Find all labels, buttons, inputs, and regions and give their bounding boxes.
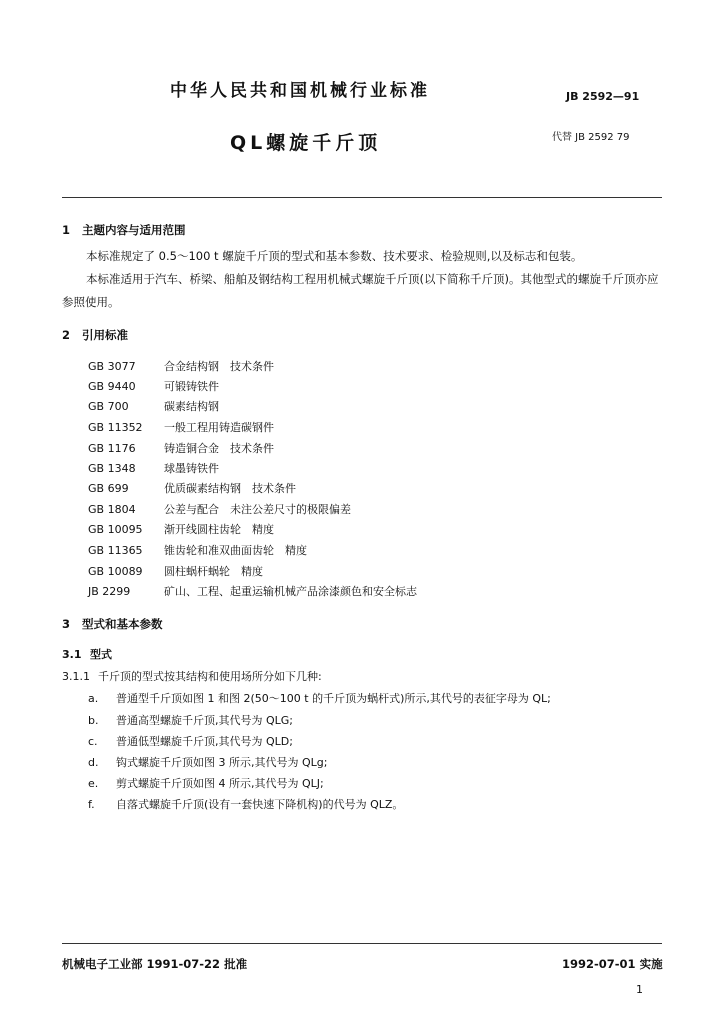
item-text: 普通高型螺旋千斤顶,其代号为 QLG; xyxy=(116,714,294,727)
section-number: 2 xyxy=(62,328,71,342)
reference-title: 一般工程用铸造碳钢件 xyxy=(164,421,274,434)
section-1-heading xyxy=(62,222,186,238)
reference-row xyxy=(88,521,274,541)
reference-row xyxy=(88,398,219,418)
item-text: 钩式螺旋千斤顶如图 3 所示,其代号为 QLg; xyxy=(116,756,328,769)
item-letter: a. xyxy=(88,692,99,705)
reference-row xyxy=(88,583,417,603)
reference-code: GB 1804 xyxy=(88,503,136,516)
reference-title: 铸造铜合金 技术条件 xyxy=(164,442,274,455)
item-text: 普通型千斤顶如图 1 和图 2(50～100 t 的千斤顶为蜗杆式)所示,其代号的表征字母为 QL; xyxy=(116,692,551,705)
list-item xyxy=(88,754,327,770)
reference-code: GB 11352 xyxy=(88,421,143,434)
item-letter: c. xyxy=(88,735,98,748)
section-title: 主题内容与适用范围 xyxy=(82,223,186,237)
standard-number: JB 2592—91 xyxy=(566,90,640,103)
reference-title: 碳素结构钢 xyxy=(164,400,219,413)
reference-row xyxy=(88,501,351,521)
subsection-number: 3.1 xyxy=(62,648,82,661)
item-text: 剪式螺旋千斤顶如图 4 所示,其代号为 QLJ; xyxy=(116,777,324,790)
reference-row xyxy=(88,460,219,480)
page-number: 1 xyxy=(636,983,643,996)
subsection-heading xyxy=(62,646,112,662)
reference-row xyxy=(88,378,219,398)
reference-code: GB 10089 xyxy=(88,565,143,578)
reference-code: GB 9440 xyxy=(88,380,136,393)
reference-code: GB 699 xyxy=(88,482,129,495)
reference-code: GB 11365 xyxy=(88,544,143,557)
replaces-note: 代替 JB 2592 79 xyxy=(552,132,630,143)
reference-title: 公差与配合 未注公差尺寸的极限偏差 xyxy=(164,503,351,516)
list-item xyxy=(88,796,403,812)
standard-organization: 中华人民共和国机械行业标准 xyxy=(170,81,430,101)
item-letter: f. xyxy=(88,798,95,811)
reference-title: 优质碳素结构钢 技术条件 xyxy=(164,482,296,495)
reference-code: GB 1176 xyxy=(88,442,136,455)
item-letter: d. xyxy=(88,756,99,769)
list-item xyxy=(88,733,293,749)
reference-row xyxy=(88,563,263,583)
clause-number: 3.1.1 xyxy=(62,670,90,683)
reference-title: 锥齿轮和准双曲面齿轮 精度 xyxy=(164,544,307,557)
section-title: 型式和基本参数 xyxy=(82,617,163,631)
section-3-heading xyxy=(62,616,163,632)
item-text: 自落式螺旋千斤顶(设有一套快速下降机构)的代号为 QLZ。 xyxy=(116,798,404,811)
section-number: 3 xyxy=(62,617,71,631)
reference-code: GB 700 xyxy=(88,400,129,413)
header-divider xyxy=(62,197,662,198)
item-letter: b. xyxy=(88,714,99,727)
subsection-title: 型式 xyxy=(90,648,112,661)
section-1-paragraph: 本标准规定了 0.5～100 t 螺旋千斤顶的型式和基本参数、技术要求、检验规则,以及标志和包装。 xyxy=(86,249,583,263)
reference-title: 球墨铸铁件 xyxy=(164,462,219,475)
reference-row xyxy=(88,358,274,378)
reference-title: 渐开线圆柱齿轮 精度 xyxy=(164,523,274,536)
clause-text: 千斤顶的型式按其结构和使用场所分如下几种: xyxy=(98,670,322,683)
item-text: 普通低型螺旋千斤顶,其代号为 QLD; xyxy=(116,735,293,748)
reference-row xyxy=(88,480,296,500)
reference-title: 可锻铸铁件 xyxy=(164,380,219,393)
reference-code: GB 10095 xyxy=(88,523,143,536)
list-item xyxy=(88,712,293,728)
reference-title: 合金结构钢 技术条件 xyxy=(164,360,274,373)
reference-code: GB 1348 xyxy=(88,462,136,475)
section-2-heading xyxy=(62,327,128,343)
list-item xyxy=(88,775,324,791)
reference-code: JB 2299 xyxy=(88,585,131,598)
list-item xyxy=(88,690,551,706)
section-number: 1 xyxy=(62,223,71,237)
reference-title: 矿山、工程、起重运输机械产品涂漆颜色和安全标志 xyxy=(164,585,417,598)
approval-note: 机械电子工业部 1991-07-22 批准 xyxy=(62,957,248,971)
footer-divider xyxy=(62,943,662,944)
reference-code: GB 3077 xyxy=(88,360,136,373)
reference-title: 圆柱蜗杆蜗轮 精度 xyxy=(164,565,263,578)
section-1-paragraph: 本标准适用于汽车、桥梁、船舶及钢结构工程用机械式螺旋千斤顶(以下简称千斤顶)。其他型式的螺旋千斤顶亦应参照使用。 xyxy=(62,272,659,309)
clause xyxy=(62,668,322,684)
document-title: QL螺旋千斤顶 xyxy=(230,132,382,154)
reference-row xyxy=(88,419,274,439)
implementation-date: 1992-07-01 实施 xyxy=(562,957,663,971)
reference-row xyxy=(88,542,307,562)
reference-row xyxy=(88,440,274,460)
item-letter: e. xyxy=(88,777,99,790)
section-title: 引用标准 xyxy=(82,328,128,342)
